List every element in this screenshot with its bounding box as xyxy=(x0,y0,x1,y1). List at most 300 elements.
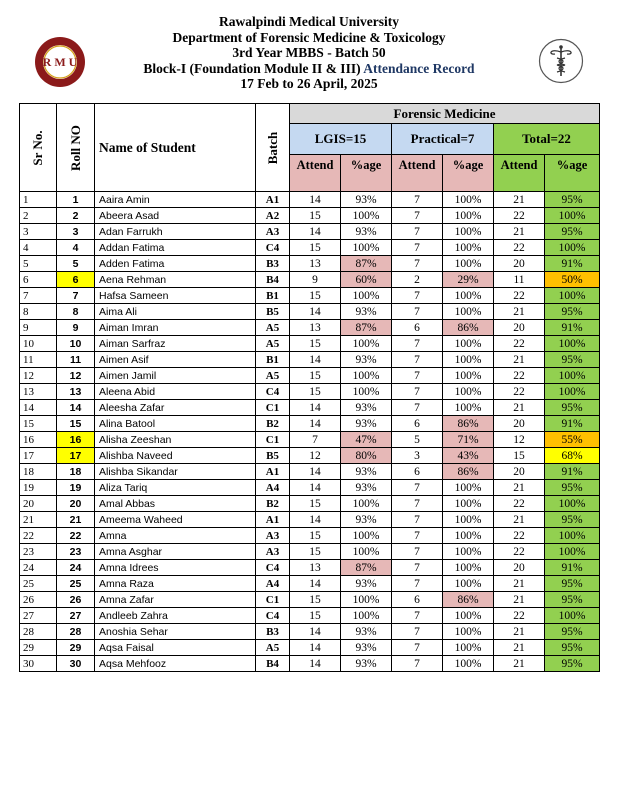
name-cell: Alishba Naveed xyxy=(95,448,256,464)
name-cell: Addan Fatima xyxy=(95,240,256,256)
total-pct-cell: 95% xyxy=(545,576,600,592)
name-cell: Aleesha Zafar xyxy=(95,400,256,416)
lgis-pct-cell: 100% xyxy=(341,240,392,256)
name-cell: Andleeb Zahra xyxy=(95,608,256,624)
table-row xyxy=(20,624,600,640)
practical-pct-cell: 100% xyxy=(443,224,494,240)
roll-cell: 1 xyxy=(57,192,95,208)
lgis-attend-cell: 15 xyxy=(290,336,341,352)
total-pct-cell: 95% xyxy=(545,480,600,496)
lgis-attend-cell: 14 xyxy=(290,624,341,640)
lgis-pct-cell: 80% xyxy=(341,448,392,464)
roll-cell: 11 xyxy=(57,352,95,368)
roll-cell: 7 xyxy=(57,288,95,304)
practical-attend-cell: 2 xyxy=(392,272,443,288)
practical-attend-cell: 7 xyxy=(392,576,443,592)
lgis-attend-cell: 14 xyxy=(290,304,341,320)
roll-cell: 21 xyxy=(57,512,95,528)
practical-attend-cell: 7 xyxy=(392,656,443,672)
batch-cell: B3 xyxy=(256,256,290,272)
roll-cell: 6 xyxy=(57,272,95,288)
batch-cell: A5 xyxy=(256,320,290,336)
practical-attend-cell: 7 xyxy=(392,640,443,656)
lgis-attend-cell: 14 xyxy=(290,512,341,528)
practical-pct-cell: 86% xyxy=(443,416,494,432)
table-row xyxy=(20,528,600,544)
sr-cell: 26 xyxy=(20,592,57,608)
name-cell: Amna Asghar xyxy=(95,544,256,560)
total-pct-cell: 95% xyxy=(545,624,600,640)
total-attend-cell: 21 xyxy=(494,624,545,640)
sr-cell: 27 xyxy=(20,608,57,624)
total-attend-cell: 21 xyxy=(494,640,545,656)
practical-attend-cell: 7 xyxy=(392,368,443,384)
practical-pct-cell: 86% xyxy=(443,592,494,608)
total-attend-cell: 21 xyxy=(494,224,545,240)
lgis-pct-cell: 93% xyxy=(341,352,392,368)
sr-cell: 9 xyxy=(20,320,57,336)
practical-pct-cell: 100% xyxy=(443,608,494,624)
practical-pct-cell: 100% xyxy=(443,512,494,528)
lgis-attend-cell: 15 xyxy=(290,208,341,224)
total-attend-cell: 22 xyxy=(494,208,545,224)
roll-cell: 12 xyxy=(57,368,95,384)
practical-attend-cell: 7 xyxy=(392,336,443,352)
sr-cell: 13 xyxy=(20,384,57,400)
table-body xyxy=(20,192,600,672)
lgis-attend-cell: 15 xyxy=(290,384,341,400)
batch-cell: B5 xyxy=(256,448,290,464)
practical-attend-cell: 6 xyxy=(392,320,443,336)
batch-cell: A3 xyxy=(256,544,290,560)
batch-cell: C4 xyxy=(256,240,290,256)
col-header-batch: Batch xyxy=(256,104,290,192)
practical-pct-cell: 71% xyxy=(443,432,494,448)
total-attend-cell: 22 xyxy=(494,384,545,400)
total-attend-cell: 12 xyxy=(494,432,545,448)
sr-cell: 15 xyxy=(20,416,57,432)
roll-cell: 16 xyxy=(57,432,95,448)
total-attend-cell: 20 xyxy=(494,416,545,432)
name-cell: Amal Abbas xyxy=(95,496,256,512)
total-pct-cell: 95% xyxy=(545,304,600,320)
lgis-pct-cell: 100% xyxy=(341,608,392,624)
total-attend-cell: 15 xyxy=(494,448,545,464)
practical-pct-cell: 100% xyxy=(443,208,494,224)
batch-cell: C1 xyxy=(256,592,290,608)
lgis-pct-cell: 100% xyxy=(341,528,392,544)
practical-pct-cell: 100% xyxy=(443,240,494,256)
total-pct-cell: 100% xyxy=(545,608,600,624)
practical-pct-cell: 86% xyxy=(443,320,494,336)
table-row xyxy=(20,208,600,224)
lgis-attend-header: Attend xyxy=(290,155,341,192)
lgis-attend-cell: 14 xyxy=(290,656,341,672)
lgis-pct-cell: 100% xyxy=(341,544,392,560)
batch-cell: B5 xyxy=(256,304,290,320)
table-row xyxy=(20,240,600,256)
batch-cell: A1 xyxy=(256,192,290,208)
name-cell: Aena Rehman xyxy=(95,272,256,288)
practical-attend-cell: 7 xyxy=(392,208,443,224)
sr-cell: 18 xyxy=(20,464,57,480)
roll-cell: 10 xyxy=(57,336,95,352)
total-attend-cell: 20 xyxy=(494,256,545,272)
total-pct-cell: 91% xyxy=(545,560,600,576)
name-cell: Aima Ali xyxy=(95,304,256,320)
lgis-attend-cell: 14 xyxy=(290,192,341,208)
lgis-pct-cell: 100% xyxy=(341,384,392,400)
practical-pct-cell: 100% xyxy=(443,304,494,320)
sr-cell: 14 xyxy=(20,400,57,416)
total-attend-cell: 11 xyxy=(494,272,545,288)
lgis-attend-cell: 14 xyxy=(290,416,341,432)
lgis-attend-cell: 9 xyxy=(290,272,341,288)
practical-attend-cell: 7 xyxy=(392,304,443,320)
practical-attend-cell: 7 xyxy=(392,624,443,640)
total-pct-cell: 100% xyxy=(545,384,600,400)
sr-cell: 29 xyxy=(20,640,57,656)
total-pct-cell: 100% xyxy=(545,496,600,512)
name-cell: Alishba Sikandar xyxy=(95,464,256,480)
sr-cell: 3 xyxy=(20,224,57,240)
total-pct-cell: 95% xyxy=(545,656,600,672)
name-cell: Alisha Zeeshan xyxy=(95,432,256,448)
lgis-attend-cell: 7 xyxy=(290,432,341,448)
roll-cell: 22 xyxy=(57,528,95,544)
total-pct-cell: 95% xyxy=(545,192,600,208)
lgis-attend-cell: 14 xyxy=(290,464,341,480)
roll-cell: 20 xyxy=(57,496,95,512)
practical-pct-cell: 100% xyxy=(443,656,494,672)
table-row xyxy=(20,496,600,512)
sr-cell: 6 xyxy=(20,272,57,288)
practical-attend-header: Attend xyxy=(392,155,443,192)
batch-cell: B2 xyxy=(256,496,290,512)
lgis-header: LGIS=15 xyxy=(290,124,392,155)
lgis-pct-cell: 87% xyxy=(341,256,392,272)
lgis-pct-cell: 87% xyxy=(341,560,392,576)
sr-cell: 20 xyxy=(20,496,57,512)
lgis-pct-cell: 93% xyxy=(341,400,392,416)
sr-cell: 30 xyxy=(20,656,57,672)
sr-cell: 17 xyxy=(20,448,57,464)
batch-cell: B3 xyxy=(256,624,290,640)
name-cell: Aiman Sarfraz xyxy=(95,336,256,352)
sr-cell: 1 xyxy=(20,192,57,208)
total-attend-cell: 22 xyxy=(494,496,545,512)
practical-pct-cell: 100% xyxy=(443,576,494,592)
lgis-pct-cell: 93% xyxy=(341,480,392,496)
practical-attend-cell: 7 xyxy=(392,512,443,528)
total-pct-cell: 95% xyxy=(545,592,600,608)
table-row xyxy=(20,448,600,464)
name-cell: Abeera Asad xyxy=(95,208,256,224)
table-row xyxy=(20,400,600,416)
sr-cell: 8 xyxy=(20,304,57,320)
lgis-pct-cell: 93% xyxy=(341,576,392,592)
lgis-attend-cell: 15 xyxy=(290,544,341,560)
total-pct-cell: 91% xyxy=(545,464,600,480)
batch-cell: A3 xyxy=(256,528,290,544)
name-cell: Aqsa Faisal xyxy=(95,640,256,656)
name-cell: Aimen Asif xyxy=(95,352,256,368)
roll-cell: 30 xyxy=(57,656,95,672)
lgis-pct-cell: 100% xyxy=(341,208,392,224)
practical-pct-cell: 100% xyxy=(443,192,494,208)
lgis-pct-cell: 93% xyxy=(341,624,392,640)
batch-cell: C4 xyxy=(256,560,290,576)
col-header-sr: Sr No. xyxy=(20,104,57,192)
table-row xyxy=(20,576,600,592)
total-attend-cell: 21 xyxy=(494,480,545,496)
total-attend-cell: 22 xyxy=(494,368,545,384)
roll-cell: 29 xyxy=(57,640,95,656)
name-cell: Ameema Waheed xyxy=(95,512,256,528)
total-attend-cell: 21 xyxy=(494,352,545,368)
practical-pct-cell: 100% xyxy=(443,528,494,544)
practical-pct-cell: 100% xyxy=(443,288,494,304)
table-row xyxy=(20,464,600,480)
sr-cell: 10 xyxy=(20,336,57,352)
batch-cell: C1 xyxy=(256,432,290,448)
table-row xyxy=(20,304,600,320)
name-cell: Amna Idrees xyxy=(95,560,256,576)
sr-cell: 22 xyxy=(20,528,57,544)
total-attend-cell: 21 xyxy=(494,512,545,528)
practical-pct-cell: 43% xyxy=(443,448,494,464)
lgis-attend-cell: 14 xyxy=(290,400,341,416)
table-row xyxy=(20,288,600,304)
batch-cell: B4 xyxy=(256,656,290,672)
block-name: Block-I (Foundation Module II & III) xyxy=(143,60,361,76)
header-row-subject xyxy=(20,104,600,124)
lgis-attend-cell: 13 xyxy=(290,320,341,336)
block-title xyxy=(0,61,618,77)
lgis-pct-cell: 60% xyxy=(341,272,392,288)
total-pct-cell: 95% xyxy=(545,224,600,240)
lgis-pct-header: %age xyxy=(341,155,392,192)
roll-cell: 2 xyxy=(57,208,95,224)
practical-pct-cell: 100% xyxy=(443,352,494,368)
roll-cell: 15 xyxy=(57,416,95,432)
total-pct-cell: 100% xyxy=(545,368,600,384)
batch-cell: A3 xyxy=(256,224,290,240)
total-attend-cell: 21 xyxy=(494,192,545,208)
name-cell: Adden Fatima xyxy=(95,256,256,272)
batch-cell: B2 xyxy=(256,416,290,432)
sr-cell: 19 xyxy=(20,480,57,496)
roll-cell: 14 xyxy=(57,400,95,416)
practical-attend-cell: 7 xyxy=(392,496,443,512)
practical-pct-cell: 100% xyxy=(443,640,494,656)
total-attend-cell: 22 xyxy=(494,336,545,352)
practical-pct-cell: 100% xyxy=(443,400,494,416)
practical-attend-cell: 7 xyxy=(392,608,443,624)
name-cell: Aleena Abid xyxy=(95,384,256,400)
name-cell: Hafsa Sameen xyxy=(95,288,256,304)
practical-attend-cell: 7 xyxy=(392,352,443,368)
practical-attend-cell: 7 xyxy=(392,288,443,304)
lgis-pct-cell: 100% xyxy=(341,592,392,608)
practical-header: Practical=7 xyxy=(392,124,494,155)
batch-cell: A1 xyxy=(256,464,290,480)
total-attend-cell: 21 xyxy=(494,400,545,416)
lgis-pct-cell: 100% xyxy=(341,288,392,304)
lgis-attend-cell: 12 xyxy=(290,448,341,464)
batch-cell: B1 xyxy=(256,352,290,368)
practical-attend-cell: 7 xyxy=(392,480,443,496)
table-row xyxy=(20,416,600,432)
total-pct-cell: 100% xyxy=(545,288,600,304)
practical-pct-cell: 100% xyxy=(443,336,494,352)
practical-pct-cell: 86% xyxy=(443,464,494,480)
lgis-pct-cell: 93% xyxy=(341,192,392,208)
lgis-pct-cell: 93% xyxy=(341,416,392,432)
document-header xyxy=(0,14,618,92)
table-row xyxy=(20,544,600,560)
lgis-pct-cell: 93% xyxy=(341,224,392,240)
lgis-attend-cell: 14 xyxy=(290,640,341,656)
total-attend-cell: 22 xyxy=(494,288,545,304)
practical-pct-cell: 100% xyxy=(443,256,494,272)
table-row xyxy=(20,272,600,288)
lgis-attend-cell: 14 xyxy=(290,352,341,368)
total-pct-cell: 100% xyxy=(545,336,600,352)
table-row xyxy=(20,368,600,384)
total-pct-cell: 100% xyxy=(545,208,600,224)
total-pct-cell: 95% xyxy=(545,512,600,528)
sr-cell: 25 xyxy=(20,576,57,592)
practical-pct-cell: 100% xyxy=(443,544,494,560)
batch-cell: C4 xyxy=(256,384,290,400)
lgis-pct-cell: 47% xyxy=(341,432,392,448)
roll-cell: 26 xyxy=(57,592,95,608)
col-header-name: Name of Student xyxy=(95,104,256,192)
lgis-pct-cell: 87% xyxy=(341,320,392,336)
total-attend-cell: 21 xyxy=(494,656,545,672)
name-cell: Amna Zafar xyxy=(95,592,256,608)
lgis-pct-cell: 93% xyxy=(341,512,392,528)
total-pct-cell: 68% xyxy=(545,448,600,464)
total-header: Total=22 xyxy=(494,124,600,155)
lgis-attend-cell: 14 xyxy=(290,576,341,592)
practical-attend-cell: 7 xyxy=(392,400,443,416)
batch-cell: C1 xyxy=(256,400,290,416)
total-pct-cell: 91% xyxy=(545,416,600,432)
col-header-roll: Roll NO xyxy=(57,104,95,192)
lgis-pct-cell: 93% xyxy=(341,304,392,320)
lgis-attend-cell: 13 xyxy=(290,560,341,576)
name-cell: Adan Farrukh xyxy=(95,224,256,240)
practical-attend-cell: 7 xyxy=(392,224,443,240)
name-cell: Alina Batool xyxy=(95,416,256,432)
lgis-attend-cell: 15 xyxy=(290,528,341,544)
total-pct-cell: 95% xyxy=(545,352,600,368)
record-title: Attendance Record xyxy=(363,60,475,76)
table-row xyxy=(20,192,600,208)
practical-attend-cell: 7 xyxy=(392,192,443,208)
lgis-attend-cell: 15 xyxy=(290,608,341,624)
lgis-pct-cell: 93% xyxy=(341,656,392,672)
table-row xyxy=(20,640,600,656)
total-attend-cell: 22 xyxy=(494,544,545,560)
practical-attend-cell: 6 xyxy=(392,416,443,432)
roll-cell: 5 xyxy=(57,256,95,272)
name-cell: Aqsa Mehfooz xyxy=(95,656,256,672)
sr-cell: 24 xyxy=(20,560,57,576)
table-head xyxy=(20,104,600,192)
logo-text: R M U xyxy=(42,55,78,69)
name-cell: Amna xyxy=(95,528,256,544)
sr-cell: 12 xyxy=(20,368,57,384)
caduceus-logo-icon xyxy=(538,38,584,84)
total-attend-header: Attend xyxy=(494,155,545,192)
table-row xyxy=(20,656,600,672)
roll-cell: 23 xyxy=(57,544,95,560)
lgis-attend-cell: 13 xyxy=(290,256,341,272)
subject-header: Forensic Medicine xyxy=(290,104,600,124)
practical-attend-cell: 7 xyxy=(392,384,443,400)
total-attend-cell: 20 xyxy=(494,464,545,480)
table-row xyxy=(20,384,600,400)
practical-pct-header: %age xyxy=(443,155,494,192)
roll-cell: 25 xyxy=(57,576,95,592)
batch-cell: A5 xyxy=(256,368,290,384)
lgis-attend-cell: 15 xyxy=(290,592,341,608)
table-row xyxy=(20,336,600,352)
lgis-attend-cell: 15 xyxy=(290,496,341,512)
practical-pct-cell: 29% xyxy=(443,272,494,288)
lgis-attend-cell: 14 xyxy=(290,224,341,240)
total-pct-header: %age xyxy=(545,155,600,192)
batch-title: 3rd Year MBBS - Batch 50 xyxy=(232,45,386,60)
practical-pct-cell: 100% xyxy=(443,624,494,640)
practical-attend-cell: 7 xyxy=(392,528,443,544)
attendance-table xyxy=(19,103,600,672)
total-attend-cell: 20 xyxy=(494,320,545,336)
roll-cell: 18 xyxy=(57,464,95,480)
lgis-pct-cell: 100% xyxy=(341,368,392,384)
total-pct-cell: 100% xyxy=(545,240,600,256)
table-row xyxy=(20,352,600,368)
practical-attend-cell: 5 xyxy=(392,432,443,448)
sr-cell: 4 xyxy=(20,240,57,256)
roll-cell: 3 xyxy=(57,224,95,240)
total-pct-cell: 100% xyxy=(545,544,600,560)
batch-cell: A2 xyxy=(256,208,290,224)
roll-cell: 24 xyxy=(57,560,95,576)
lgis-attend-cell: 15 xyxy=(290,288,341,304)
practical-pct-cell: 100% xyxy=(443,368,494,384)
batch-cell: B1 xyxy=(256,288,290,304)
practical-attend-cell: 7 xyxy=(392,240,443,256)
name-cell: Amna Raza xyxy=(95,576,256,592)
practical-pct-cell: 100% xyxy=(443,480,494,496)
total-pct-cell: 91% xyxy=(545,256,600,272)
practical-attend-cell: 7 xyxy=(392,560,443,576)
practical-attend-cell: 7 xyxy=(392,256,443,272)
sr-cell: 23 xyxy=(20,544,57,560)
table-row xyxy=(20,560,600,576)
total-attend-cell: 20 xyxy=(494,560,545,576)
total-pct-cell: 55% xyxy=(545,432,600,448)
batch-cell: A5 xyxy=(256,336,290,352)
total-attend-cell: 21 xyxy=(494,576,545,592)
sr-cell: 5 xyxy=(20,256,57,272)
batch-cell: A5 xyxy=(256,640,290,656)
table-row xyxy=(20,432,600,448)
